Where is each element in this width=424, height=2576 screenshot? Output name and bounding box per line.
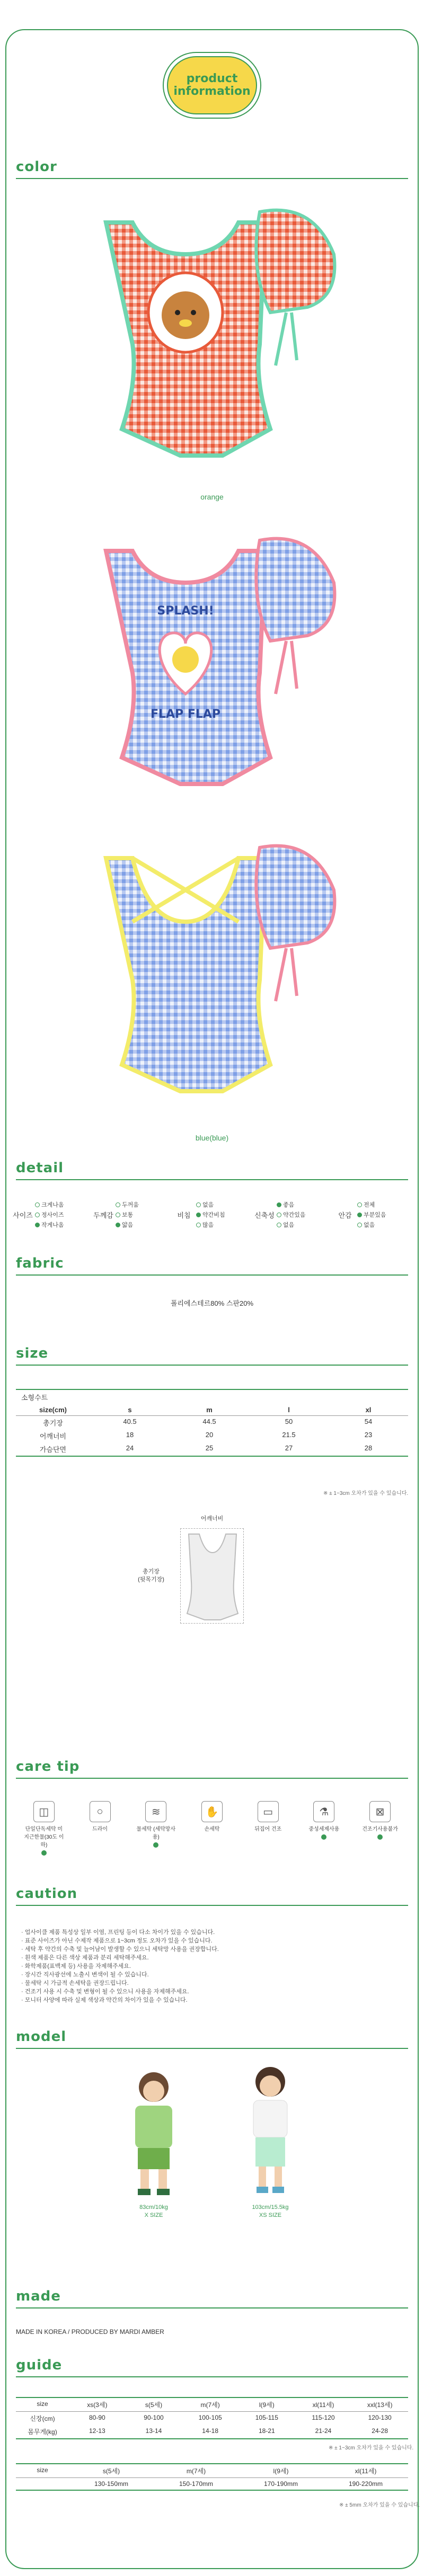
detail-option (116, 1200, 139, 1209)
guide-header-cell: l(9세) (238, 2464, 323, 2478)
care-item (359, 1801, 401, 1856)
guide-kids-table (16, 2397, 408, 2439)
detail-option-label: 크게나옴 (41, 1202, 64, 1208)
guide-header-cell: size (16, 2398, 69, 2412)
section-divider-fabric (16, 1274, 408, 1276)
section-divider-size (16, 1365, 408, 1366)
radio-empty-icon (357, 1223, 362, 1227)
detail-label: 신축성 (254, 1211, 275, 1219)
care-empty-dot (266, 1834, 271, 1840)
size-header-cell: xl (329, 1404, 408, 1416)
detail-options (277, 1200, 306, 1229)
detail-label: 사이즈 (13, 1211, 33, 1219)
size-cell: 40.5 (123, 1418, 137, 1425)
detail-option (116, 1210, 139, 1219)
detail-option-label: 정사이즈 (41, 1212, 64, 1218)
radio-empty-icon (116, 1202, 120, 1207)
detail-group (252, 1197, 333, 1232)
model-photo-2 (233, 2061, 307, 2198)
caution-item: · 모니터 사양에 따라 실제 색상과 약간의 차이가 있을 수 있습니다. (21, 1997, 188, 2003)
guide-cell: 80-90 (89, 2414, 105, 2421)
measure-diagram (180, 1528, 244, 1624)
size-header-cell: l (249, 1404, 329, 1416)
section-title-care: care tip (16, 1759, 80, 1775)
model-2-caption-line2: XS SIZE (259, 2212, 282, 2218)
care-empty-dot (98, 1834, 103, 1840)
radio-empty-icon (357, 1202, 362, 1207)
care-label: 단일단독세탁 미지근한물(30도 이하) (24, 1826, 64, 1848)
badge-area (0, 51, 424, 130)
size-cell: 50 (285, 1418, 293, 1425)
guide-header-cell: s(5세) (126, 2398, 182, 2412)
detail-option-label: 많음 (202, 1222, 214, 1228)
guide-cell: 몸무게(kg) (28, 2428, 57, 2436)
guide-header-cell: xl(11세) (323, 2464, 408, 2478)
detail-option-label: 약간비침 (202, 1212, 225, 1218)
guide-cell: 신장(cm) (30, 2415, 55, 2422)
section-divider-guide (16, 2376, 408, 2377)
detail-options (116, 1200, 139, 1229)
caution-item: · 물세탁 시 가급적 손세탁을 권장드립니다. (21, 1980, 129, 1986)
detail-option-label: 작게나옴 (41, 1222, 64, 1228)
made-in-text: MADE IN KOREA / PRODUCED BY MARDI AMBER (16, 2328, 164, 2336)
guide-cell: 120-130 (368, 2414, 392, 2421)
section-title-caution: caution (16, 1886, 78, 1902)
care-label: 중성세제사용 (308, 1826, 340, 1832)
no-tumble-dry-icon: ⊠ (369, 1801, 391, 1822)
guide-cell (16, 2478, 69, 2490)
model-2-caption-line1: 103cm/15.5kg (252, 2204, 289, 2210)
detail-option (357, 1210, 386, 1219)
guide-header-cell: xs(3세) (69, 2398, 126, 2412)
caution-item: · 화학제품(표백제 등) 사용을 자제해주세요. (21, 1963, 131, 1969)
detail-group (91, 1197, 172, 1232)
guide-cell: 190-220mm (348, 2480, 383, 2488)
radio-empty-icon (35, 1202, 40, 1207)
guide-cell: 100-105 (198, 2414, 222, 2421)
size-table-caption: 소형수트 (21, 1394, 48, 1402)
care-item (135, 1801, 177, 1856)
guide-header-cell: m(7세) (182, 2398, 238, 2412)
guide-header-cell: size (16, 2464, 69, 2478)
guide-kids-grid (16, 2398, 408, 2438)
guide-header-cell: s(5세) (69, 2464, 154, 2478)
caution-item: · 흰색 제품은 다른 색상 제품과 분리 세탁해주세요. (21, 1955, 149, 1961)
blue-swimsuit-back-image (85, 842, 339, 1118)
detail-option-label: 약간있음 (283, 1212, 306, 1218)
detail-option-label: 없음 (283, 1222, 295, 1228)
size-cell: 20 (205, 1431, 214, 1439)
guide-cell: 130-150mm (94, 2480, 129, 2488)
guide-cell: 105-115 (255, 2414, 278, 2421)
model-1-caption-line1: 83cm/10kg (139, 2204, 168, 2210)
guide-cell: 13-14 (145, 2427, 162, 2435)
orange-caption: orange (200, 493, 224, 501)
section-divider-caution (16, 1905, 408, 1906)
model-photo-1 (117, 2066, 191, 2198)
detail-group (333, 1197, 413, 1232)
product-information-badge (167, 56, 257, 114)
detail-label: 안감 (338, 1211, 352, 1219)
size-cell: 18 (126, 1431, 134, 1439)
guide-adult-grid (16, 2464, 408, 2490)
detail-option (35, 1210, 64, 1219)
detail-option-label: 두꺼움 (122, 1202, 139, 1208)
guide-cell: 18-21 (258, 2427, 275, 2435)
section-divider-made (16, 2307, 408, 2308)
detail-option (196, 1210, 225, 1219)
size-cell: 24 (126, 1444, 134, 1452)
size-cell: 28 (364, 1444, 373, 1452)
radio-empty-icon (35, 1213, 40, 1217)
guide-cell: 170-190mm (263, 2480, 298, 2488)
radio-filled-icon (357, 1213, 362, 1217)
detail-option (277, 1220, 306, 1229)
size-grid (16, 1404, 408, 1456)
detail-option (357, 1220, 386, 1229)
detail-option (196, 1200, 225, 1209)
care-label: 손세탁 (204, 1826, 220, 1832)
radio-empty-icon (277, 1223, 281, 1227)
blue-caption: blue(blue) (195, 1134, 229, 1142)
caution-item: · 업사이클 제품 특성상 일부 이염, 프린팅 등이 다소 차이가 있을 수 있습니다. (21, 1929, 215, 1936)
size-header-cell: s (90, 1404, 170, 1416)
guide-cell: 24-28 (372, 2427, 388, 2435)
detail-option (357, 1200, 386, 1209)
caution-item: · 세탁 후 약간의 수축 및 늘어남이 발생할 수 있으니 세탁망 사용을 권장합니다. (21, 1946, 219, 1953)
measure-swimsuit-outline (181, 1529, 244, 1624)
radio-empty-icon (196, 1223, 201, 1227)
measure-length-label-1: 총기장 (143, 1568, 160, 1575)
section-divider-model (16, 2048, 408, 2049)
blue-swimsuit-front-image (85, 535, 339, 810)
fabric-composition: 폴리에스테르80% 스판20% (170, 1299, 254, 1307)
splash-print-text: SPLASH! (157, 604, 214, 618)
measure-length-label-2: (뒷목기장) (138, 1576, 164, 1583)
detergent-icon: ⚗ (313, 1801, 334, 1822)
caution-item: · 표준 사이즈가 아닌 수제작 제품으로 1~3cm 정도 오차가 있을 수 있습니다. (21, 1938, 213, 1944)
care-check-dot (41, 1850, 47, 1856)
detail-option-label: 전체 (364, 1202, 375, 1208)
detail-option (116, 1220, 139, 1229)
section-divider-detail (16, 1179, 408, 1180)
guide-header-cell: l(9세) (238, 2398, 295, 2412)
section-title-detail: detail (16, 1160, 64, 1176)
size-cell: 가슴단면 (39, 1446, 67, 1454)
guide-cell: 90-100 (144, 2414, 164, 2421)
size-cell: 25 (205, 1444, 214, 1452)
guide-cell: 115-120 (312, 2414, 335, 2421)
section-title-model: model (16, 2029, 67, 2045)
radio-empty-icon (116, 1213, 120, 1217)
detail-options (35, 1200, 64, 1229)
care-check-dot (153, 1842, 158, 1848)
section-divider-care (16, 1778, 408, 1779)
detail-option (35, 1220, 64, 1229)
care-label: 물세탁 (세탁망사용) (136, 1826, 176, 1840)
radio-filled-icon (196, 1213, 201, 1217)
radio-empty-icon (196, 1202, 201, 1207)
badge-line2: information (173, 85, 251, 98)
hand-wash-icon: ✋ (201, 1801, 223, 1822)
detail-label: 두께감 (93, 1211, 113, 1219)
size-cell: 21.5 (282, 1431, 296, 1439)
care-label: 뒤집어 건조 (254, 1826, 282, 1832)
radio-filled-icon (116, 1223, 120, 1227)
care-label: 드라이 (92, 1826, 108, 1832)
care-item (247, 1801, 289, 1856)
dry-icon: ○ (90, 1801, 111, 1822)
detail-option (277, 1200, 306, 1209)
care-item (191, 1801, 233, 1856)
size-cell: 23 (364, 1431, 373, 1439)
caution-item: · 장시간 직사광선에 노출시 변색이 될 수 있습니다. (21, 1972, 149, 1978)
care-label: 건조기사용불가 (362, 1826, 398, 1832)
size-cell: 54 (364, 1418, 373, 1425)
section-title-size: size (16, 1345, 49, 1361)
detail-option-label: 보통 (122, 1212, 134, 1218)
detail-option (277, 1210, 306, 1219)
model-1-caption-line2: X SIZE (144, 2212, 163, 2218)
care-item (303, 1801, 345, 1856)
care-tip-row (16, 1801, 408, 1856)
section-divider-color (16, 178, 408, 179)
radio-filled-icon (277, 1202, 281, 1207)
size-header-cell: m (170, 1404, 249, 1416)
guide-cell: 12-13 (89, 2427, 105, 2435)
water-wash-icon: ≋ (145, 1801, 166, 1822)
washing-machine-icon: ◫ (33, 1801, 55, 1822)
guide-cell: 21-24 (315, 2427, 332, 2435)
shade-dry-icon: ▭ (258, 1801, 279, 1822)
radio-filled-icon (35, 1223, 40, 1227)
guide-cell: 14-18 (202, 2427, 218, 2435)
size-note: ※ ± 1~3cm 오차가 있을 수 있습니다. (323, 1491, 409, 1496)
size-header-cell: size(cm) (16, 1404, 90, 1416)
care-check-dot (321, 1834, 326, 1840)
size-cell: 27 (285, 1444, 293, 1452)
guide-kids-note: ※ ± 1~3cm 오차가 있을 수 있습니다. (329, 2445, 414, 2451)
section-title-fabric: fabric (16, 1255, 64, 1271)
care-check-dot (377, 1834, 383, 1840)
detail-label: 비침 (177, 1211, 191, 1219)
detail-options (196, 1200, 225, 1229)
detail-option-label: 없음 (202, 1202, 214, 1208)
size-cell: 총기장 (43, 1419, 63, 1427)
measure-shoulder-label: 어깨너비 (200, 1516, 224, 1522)
size-table (16, 1389, 408, 1457)
detail-option-label: 부분있음 (364, 1212, 386, 1218)
guide-cell: 150-170mm (179, 2480, 214, 2488)
detail-group (172, 1197, 252, 1232)
detail-option-label: 없음 (364, 1222, 375, 1228)
detail-option (35, 1200, 64, 1209)
guide-adult-table (16, 2463, 408, 2491)
detail-options (357, 1200, 386, 1229)
guide-adult-note: ※ ± 5mm 오차가 있을 수 있습니다. (339, 2502, 420, 2508)
guide-header-cell: xxl(13세) (351, 2398, 408, 2412)
radio-empty-icon (277, 1213, 281, 1217)
size-cell: 44.5 (202, 1418, 216, 1425)
section-title-made: made (16, 2288, 61, 2304)
badge-line1: product (186, 72, 238, 85)
detail-group (11, 1197, 91, 1232)
section-title-color: color (16, 159, 57, 175)
detail-table (11, 1197, 413, 1232)
guide-header-cell: m(7세) (154, 2464, 238, 2478)
detail-option-label: 좋음 (283, 1202, 295, 1208)
orange-swimsuit-image (85, 207, 339, 482)
size-cell: 어깨너비 (39, 1432, 67, 1440)
detail-option-label: 얇음 (122, 1222, 134, 1228)
guide-header-cell: xl(11세) (295, 2398, 352, 2412)
care-item (79, 1801, 121, 1856)
section-title-guide: guide (16, 2357, 63, 2373)
caution-list (21, 1928, 403, 2004)
care-item (23, 1801, 65, 1856)
caution-item: · 건조기 사용 시 수축 및 변형이 될 수 있으니 사용을 자제해주세요. (21, 1989, 189, 1995)
detail-option (196, 1220, 225, 1229)
care-empty-dot (209, 1834, 215, 1840)
flapflap-print-text: FLAP FLAP (150, 708, 221, 721)
